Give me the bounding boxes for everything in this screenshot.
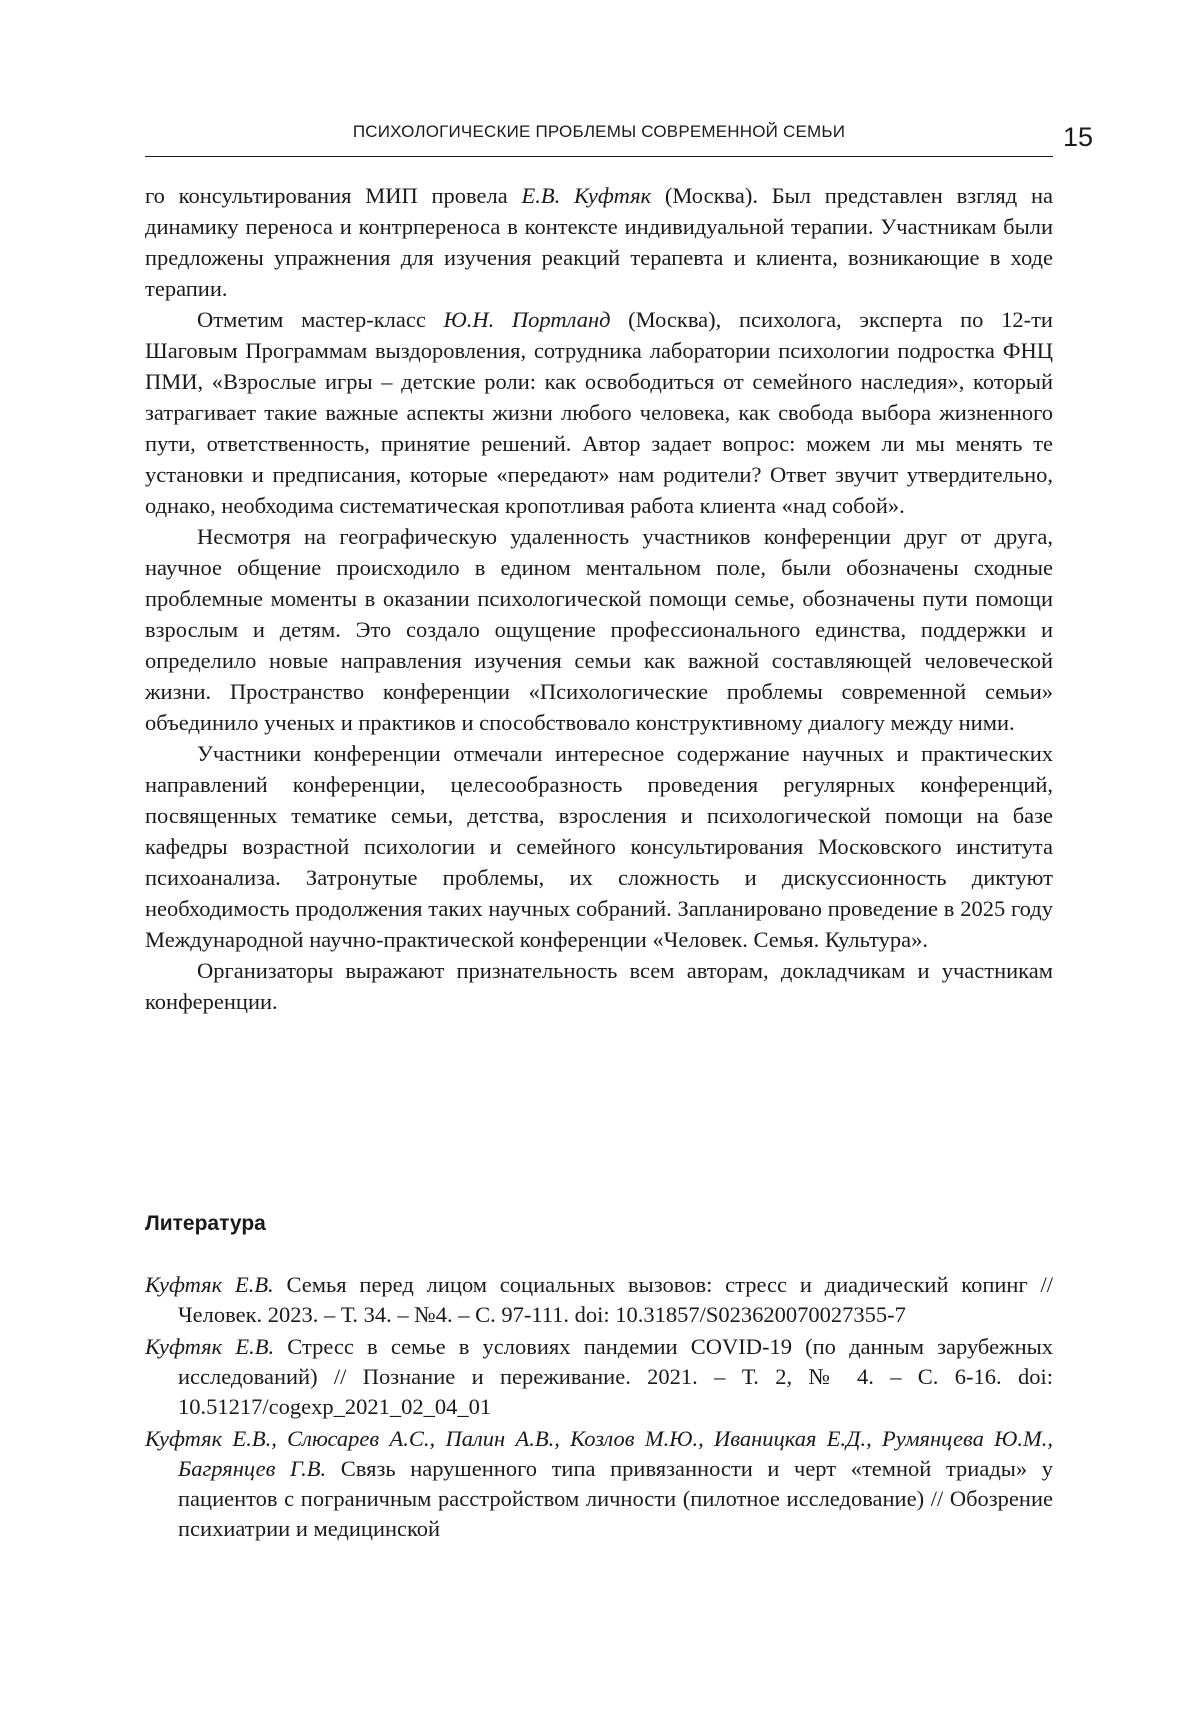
reference-item [145,1332,1053,1422]
running-header [145,118,1053,157]
paragraph-2-rest: (Москва), психолога, эксперта по 12-ти Шаговым Программам выздоровления, сотрудника лаборатории психологии подростка ФНЦ ПМИ, «Взрослые игры – детские роли: как освободиться от семейного наследия», который затрагивает такие важные аспекты жизни любого человека, как свобода выбора жизненного пути, ответственность, принятие решений. Автор задает вопрос: можем ли мы менять те установки и предписания, которые «передают» нам родители? Ответ звучит утвердительно, однако, необходима систематическая кропотливая работа клиента «над собой». [145,307,1053,518]
reference-text: Семья перед лицом социальных вызовов: стресс и диадический копинг // Человек. 2023. – Т. 34. – №4. – С. 97-111. doi: 10.31857/S023620070027355-7 [178,1272,1053,1327]
reference-authors: Куфтяк Е.В. [145,1272,274,1297]
article-body [145,180,1053,1017]
reference-item [145,1424,1053,1544]
paragraph-1-start: го консультирования МИП провела [145,183,522,208]
reference-text: Связь нарушенного типа привязанности и черт «темной триады» у пациентов с пограничным расстройством личности (пилотное исследование) // Обозрение психиатрии и медицинской [178,1456,1053,1541]
paragraph-1 [145,180,1053,304]
running-title: ПСИХОЛОГИЧЕСКИЕ ПРОБЛЕМЫ СОВРЕМЕННОЙ СЕМЬИ [352,122,846,141]
page-number: 15 [1063,122,1094,152]
paragraph-4: Участники конференции отмечали интересное содержание научных и практических направлений конференции, целесообразность проведения регулярных конференций, посвященных тематике семьи, детства, взросления и психологической помощи на базе кафедры возрастной психологии и семейного консультирования Московского института психоанализа. Затронутые проблемы, их сложность и дискуссионность диктуют необходимость продолжения таких научных собраний. Запланировано проведение в 2025 году Международной научно-практической конференции «Человек. Семья. Культура». [145,741,1053,952]
paragraph-5: Организаторы выражают признательность всем авторам, докладчикам и участникам конференции. [145,958,1053,1014]
reference-list [145,1270,1053,1546]
reference-authors: Куфтяк Е.В. [145,1334,275,1359]
paragraph-1-author: Е.В. Куфтяк [521,183,652,208]
paragraph-2-author: Ю.Н. Портланд [443,307,611,332]
paragraph-2 [145,304,1053,521]
literature-heading: Литература [145,1212,266,1235]
paragraph-1-rest: (Москва). Был представлен взгляд на динамику переноса и контрпереноса в контексте индивидуальной терапии. Участникам были предложены упражнения для изучения реакций терапевта и клиента, возникающие в ходе терапии. [145,183,1053,301]
reference-item [145,1270,1053,1330]
paragraph-2-start: Отметим мастер-класс [197,307,444,332]
paragraph-3: Несмотря на географическую удаленность участников конференции друг от друга, научное общение происходило в едином ментальном поле, были обозначены сходные проблемные моменты в оказании психологической помощи семье, обозначены пути помощи взрослым и детям. Это создало ощущение профессионального единства, поддержки и определило новые направления изучения семьи как важной составляющей человеческой жизни. Пространство конференции «Психологические проблемы современной семьи» объединило ученых и практиков и способствовало конструктивному диалогу между ними. [145,524,1053,735]
reference-authors: Куфтяк Е.В., Слюсарев А.С., Палин А.В., Козлов М.Ю., Иваницкая Е.Д., Румянцева Ю.М., Багрянцев Г.В. [145,1426,1053,1481]
reference-text: Стресс в семье в условиях пандемии COVID-19 (по данным зарубежных исследований) // Познание и переживание. 2021. – Т. 2, № 4. – С. 6-16. doi: 10.51217/cogexp_2021_02_04_01 [178,1334,1054,1419]
